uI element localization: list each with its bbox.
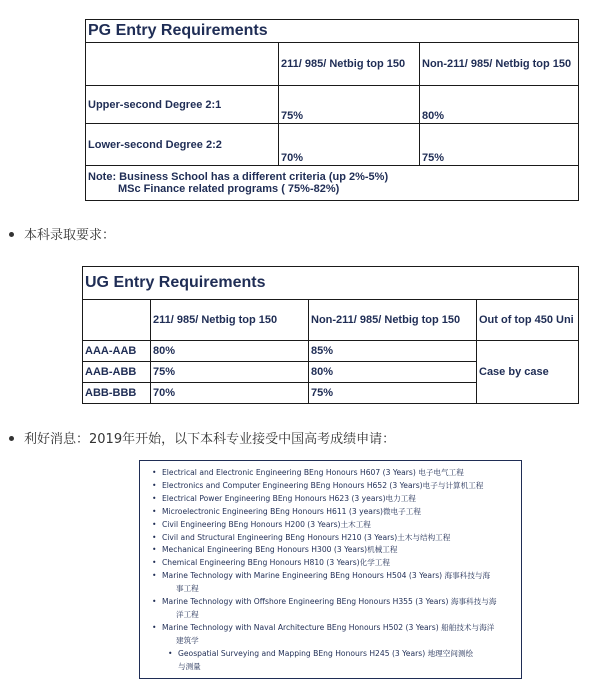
- pg-row-label: Upper-second Degree 2:1: [86, 86, 279, 124]
- ug-row-value: 80%: [151, 341, 309, 362]
- pg-header-blank: [86, 43, 279, 86]
- pg-header-col1: 211/ 985/ Netbig top 150: [279, 43, 420, 86]
- program-line-cont: 建筑学: [176, 635, 199, 645]
- program-item: • Microelectronic Engineering BEng Honours H611 (3 years)微电子工程: [152, 506, 515, 519]
- ug-row-value: 75%: [151, 362, 309, 383]
- pg-row-label: Lower-second Degree 2:2: [86, 124, 279, 166]
- program-line: • Marine Technology with Naval Architecture BEng Honours H502 (3 Years) 船舶技术与海洋: [162, 622, 495, 632]
- bullet-ug-text: 本科录取要求：: [24, 228, 116, 243]
- program-line-cont: 洋工程: [176, 609, 199, 619]
- program-line: • Marine Technology with Offshore Engineering BEng Honours H355 (3 Years) 海事科技与海: [162, 597, 497, 607]
- program-item: [152, 648, 515, 674]
- program-item: • Electrical Power Engineering BEng Honours H623 (3 years)电力工程: [152, 493, 515, 506]
- ug-row-label: ABB-BBB: [83, 383, 151, 404]
- ug-row-label: AAB-ABB: [83, 362, 151, 383]
- pg-row-value: 75%: [279, 86, 420, 124]
- bullet-ug-requirements: [7, 224, 115, 243]
- program-item: • Civil and Structural Engineering BEng Honours H210 (3 Years)土木与结构工程: [152, 532, 515, 545]
- program-line-cont: 事工程: [176, 584, 199, 594]
- pg-row-value: 80%: [420, 86, 579, 124]
- ug-table-title: UG Entry Requirements: [83, 267, 579, 300]
- ug-header-col3: Out of top 450 Uni: [477, 300, 579, 341]
- ug-entry-table: [82, 266, 579, 404]
- pg-header-col2: Non-211/ 985/ Netbig top 150: [420, 43, 579, 86]
- ug-header-col1: 211/ 985/ Netbig top 150: [151, 300, 309, 341]
- program-line: • Geospatial Surveying and Mapping BEng Honours H245 (3 Years) 地理空间测绘: [178, 648, 474, 658]
- ug-header-col2: Non-211/ 985/ Netbig top 150: [309, 300, 477, 341]
- ug-row-value: 80%: [309, 362, 477, 383]
- pg-table-title: PG Entry Requirements: [86, 20, 579, 43]
- ug-row-label: AAA-AAB: [83, 341, 151, 362]
- program-item: • Electrical and Electronic Engineering BEng Honours H607 (3 Years) 电子电气工程: [152, 467, 515, 480]
- bullet-dot: [9, 436, 14, 441]
- pg-row-value: 70%: [279, 124, 420, 166]
- ug-row-value: 70%: [151, 383, 309, 404]
- program-item: • Electronics and Computer Engineering BEng Honours H652 (3 Years)电子与计算机工程: [152, 480, 515, 493]
- pg-row-value: 75%: [420, 124, 579, 166]
- pg-entry-table: [85, 19, 579, 201]
- bullet-news-text: 利好消息：2019年开始，以下本科专业接受中国高考成绩申请：: [24, 432, 396, 447]
- programs-list-panel: [139, 460, 522, 679]
- program-line: • Marine Technology with Marine Engineering BEng Honours H504 (3 Years) 海事科技与海: [162, 571, 491, 581]
- ug-row-value: 75%: [309, 383, 477, 404]
- ug-header-blank: [83, 300, 151, 341]
- program-item: • Mechanical Engineering BEng Honours H300 (3 Years)机械工程: [152, 544, 515, 557]
- program-item: • Civil Engineering BEng Honours H200 (3 Years)土木工程: [152, 519, 515, 532]
- pg-note-line1: Note: Business School has a different criteria (up 2%-5%): [88, 171, 389, 183]
- ug-case-by-case: Case by case: [477, 341, 579, 404]
- programs-list: [152, 467, 515, 674]
- program-line-cont: 与测量: [178, 661, 201, 671]
- program-item: • Chemical Engineering BEng Honours H810 (3 Years)化学工程: [152, 557, 515, 570]
- program-item: [152, 570, 515, 596]
- bullet-good-news: [7, 428, 395, 447]
- ug-row-value: 85%: [309, 341, 477, 362]
- program-item: [152, 596, 515, 622]
- program-item: [152, 622, 515, 648]
- pg-note: [86, 166, 579, 201]
- pg-note-line2: MSc Finance related programs ( 75%-82%): [118, 183, 340, 195]
- bullet-dot: [9, 232, 14, 237]
